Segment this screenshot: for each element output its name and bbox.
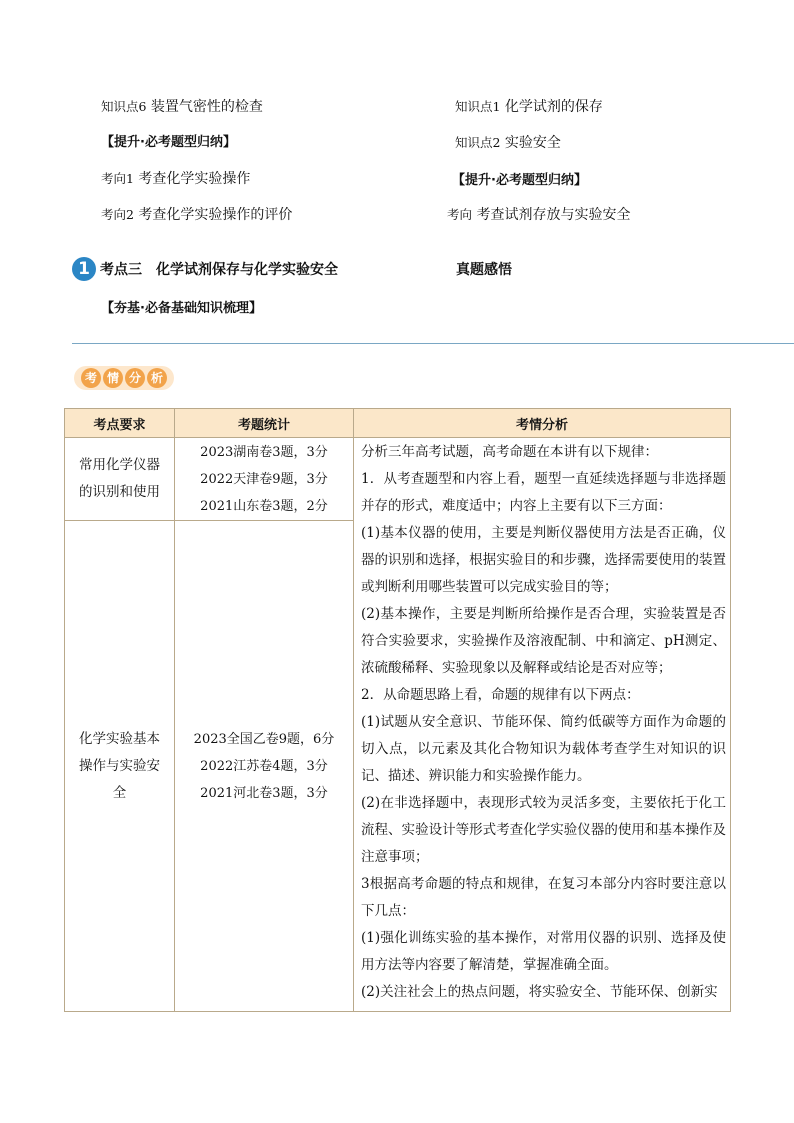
badge-char: 析 [147, 368, 167, 388]
stat-line: 2023全国乙卷9题，6分 [193, 731, 335, 747]
toc-item-tisheng-right[interactable]: 【提升·必考题型归纳】 [452, 173, 587, 188]
header-statistics: 考题统计 [175, 409, 354, 438]
stat-line: 2021山东卷3题，2分 [200, 498, 328, 514]
toc-item-direction-storage[interactable]: 考向 考查试剂存放与实验安全 [447, 207, 631, 223]
toc-item-direction-1[interactable]: 考向1 考查化学实验操作 [101, 171, 251, 187]
header-analysis: 考情分析 [354, 409, 731, 438]
toc-item-zhenti[interactable]: 真题感悟 [456, 262, 512, 278]
badge-char: 考 [81, 368, 101, 388]
analysis-paragraph: (1)基本仪器的使用，主要是判断仪器使用方法是否正确，仪器的识别和选择，根据实验目的和步骤，选择需要使用的装置或判断利用哪些装置可以完成实验目的等； [361, 525, 726, 595]
statistics-cell [175, 521, 354, 1012]
analysis-paragraph: (1)试题从安全意识、节能环保、简约低碳等方面作为命题的切入点，以元素及其化合物知识为载体考查学生对知识的识记、描述、辨识能力和实验操作能力。 [361, 714, 726, 784]
exam-analysis-table [64, 408, 731, 1012]
analysis-paragraph: (2)在非选择题中，表现形式较为灵活多变，主要依托于化工流程、实验设计等形式考查化学实验仪器的使用和基本操作及注意事项； [361, 795, 726, 865]
table-row [65, 438, 731, 521]
stat-line: 2023湖南卷3题，3分 [200, 444, 328, 460]
toc-item-tisheng-left[interactable]: 【提升·必考题型归纳】 [101, 135, 236, 150]
analysis-paragraph: (2)基本操作，主要是判断所给操作是否合理，实验装置是否符合实验要求，实验操作及溶液配制、中和滴定、pH测定、浓硫酸稀释、实验现象以及解释或结论是否对应等； [361, 606, 726, 676]
analysis-badge [74, 366, 174, 390]
analysis-paragraph: 2．从命题思路上看，命题的规律有以下两点： [361, 687, 640, 703]
toc-item-direction-2[interactable]: 考向2 考查化学实验操作的评价 [101, 207, 293, 223]
badge-char: 分 [125, 368, 145, 388]
section-number-badge: 1 [72, 257, 96, 281]
requirement-cell: 常用化学仪器的识别和使用 [65, 438, 175, 521]
toc-item-knowledge-6[interactable]: 知识点6 装置气密性的检查 [101, 99, 263, 115]
toc-item-knowledge-1[interactable]: 知识点1 化学试剂的保存 [455, 99, 603, 115]
analysis-cell [354, 438, 731, 1012]
stat-line: 2022天津卷9题，3分 [200, 471, 328, 487]
toc-item-basics[interactable]: 【夯基·必备基础知识梳理】 [101, 301, 262, 316]
requirement-cell: 化学实验基本操作与实验安全 [65, 521, 175, 1012]
header-requirement: 考点要求 [65, 409, 175, 438]
section-divider [72, 343, 794, 344]
badge-char: 情 [103, 368, 123, 388]
analysis-paragraph: (1)强化训练实验的基本操作，对常用仪器的识别、选择及使用方法等内容要了解清楚，掌握准确全面。 [361, 930, 726, 973]
statistics-cell [175, 438, 354, 521]
table-header-row [65, 409, 731, 438]
stat-line: 2022江苏卷4题，3分 [200, 758, 328, 774]
analysis-paragraph: (2)关注社会上的热点问题，将实验安全、节能环保、创新实 [361, 984, 718, 1000]
analysis-paragraph: 3根据高考命题的特点和规律，在复习本部分内容时要注意以下几点： [361, 876, 726, 919]
section-title[interactable]: 考点三 化学试剂保存与化学实验安全 [100, 262, 338, 278]
analysis-paragraph: 1．从考查题型和内容上看，题型一直延续选择题与非选择题并存的形式，难度适中；内容上主要有以下三方面： [361, 471, 726, 514]
analysis-paragraph: 分析三年高考试题，高考命题在本讲有以下规律： [361, 444, 658, 460]
toc-item-knowledge-2[interactable]: 知识点2 实验安全 [455, 135, 561, 151]
stat-line: 2021河北卷3题，3分 [200, 785, 328, 801]
